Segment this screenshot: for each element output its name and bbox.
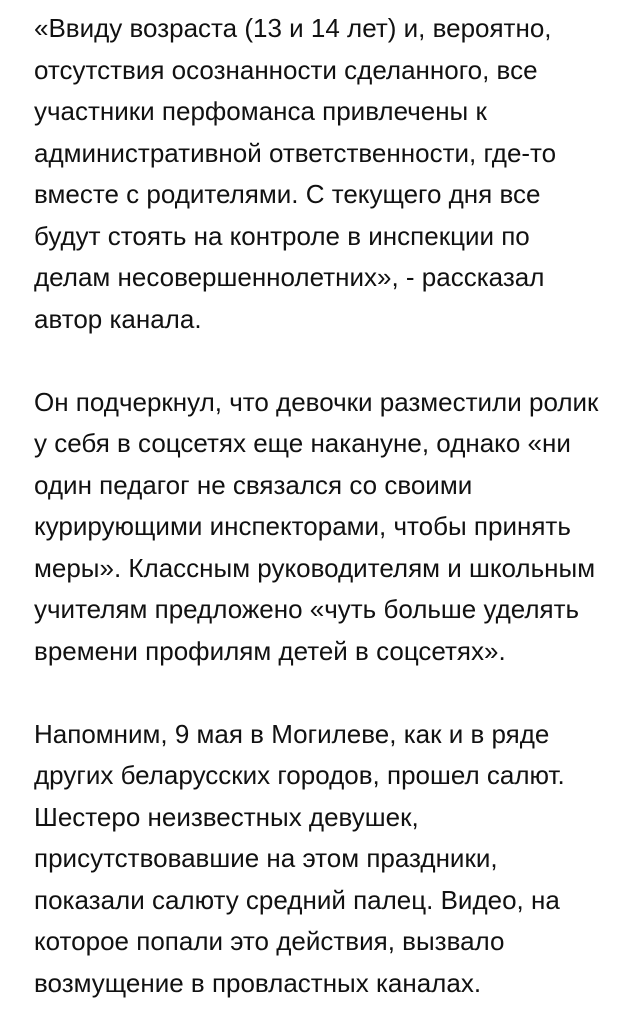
text-line: Шестеро неизвестных девушек,	[34, 801, 419, 832]
text-line: других беларусских городов, прошел салют.	[34, 760, 565, 790]
text-line: курирующими инспекторами, чтобы принять	[34, 511, 571, 541]
text-line: показали салюту средний палец. Видео, на	[34, 884, 560, 915]
article-body	[34, 8, 624, 1004]
text-line: присутствовавшие на этом праздники,	[34, 843, 498, 873]
text-line: один педагог не связался со своими	[34, 469, 473, 500]
text-line: времени профилям детей в соцсетях».	[34, 635, 506, 666]
text-line: возмущение в провластных каналах.	[34, 967, 482, 998]
text-line: у себя в соцсетях еще накануне, однако «ни	[34, 428, 571, 458]
text-line: делам несовершеннолетних», - рассказал	[34, 262, 545, 292]
text-line: отсутствия осознанности сделанного, все	[34, 54, 538, 85]
paragraph-quote	[34, 8, 624, 340]
text-line: автор канала.	[34, 303, 202, 334]
text-line: Он подчеркнул, что девочки разместили ролик	[34, 386, 599, 417]
text-line: вместе с родителями. С текущего дня все	[34, 179, 541, 209]
text-line: учителям предложено «чуть больше уделять	[34, 594, 580, 624]
text-line: меры». Классным руководителям и школьным	[34, 552, 596, 583]
text-line: которое попали это действия, вызвало	[34, 926, 505, 956]
text-line: будут стоять на контроле в инспекции по	[34, 220, 530, 251]
text-line: «Ввиду возраста (13 и 14 лет) и, вероятно,	[34, 13, 552, 43]
text-line: участники перфоманса привлечены к	[34, 96, 487, 126]
paragraph-emphasis	[34, 382, 624, 673]
text-line: административной ответственности, где-то	[34, 137, 557, 168]
text-line: Напомним, 9 мая в Могилеве, как и в ряде	[34, 718, 550, 749]
paragraph-reminder	[34, 714, 624, 1005]
